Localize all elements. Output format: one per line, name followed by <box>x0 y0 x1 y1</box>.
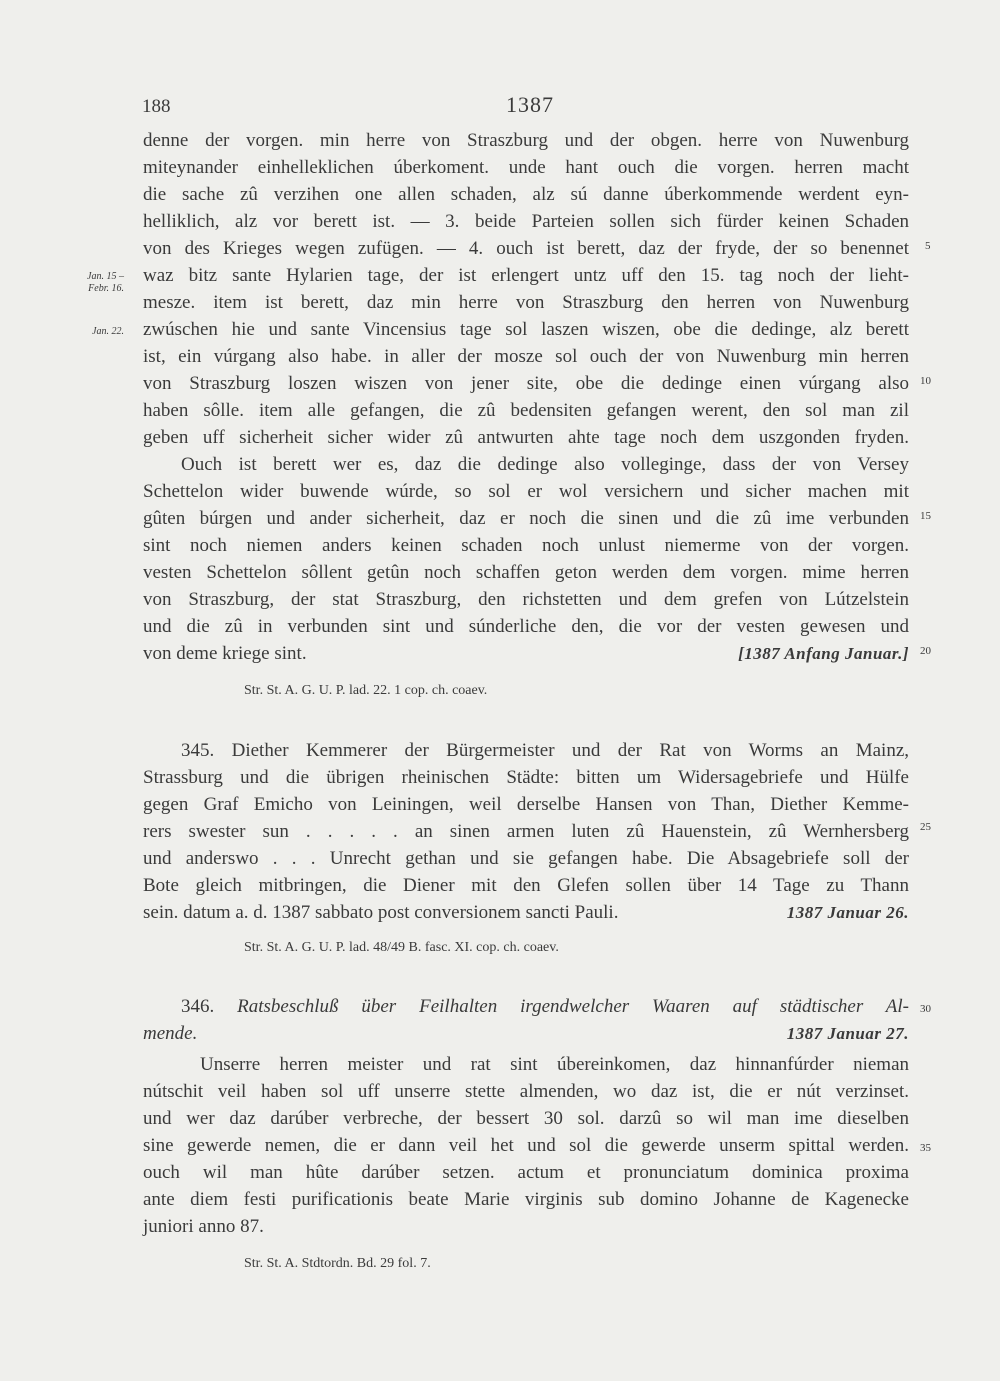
text-line: und die zû in verbunden sint und súnderliche den, die vor der vesten gewesen und <box>143 616 909 637</box>
text-line: zwúschen hie und sante Vincensius tage sol laszen wiszen, obe die dedinge, alz berett <box>143 319 909 340</box>
text-line: waz bitz sante Hylarien tage, der ist erlengert untz uff den 15. tag noch der lieht- <box>143 265 909 286</box>
doc346-source: Str. St. A. Stdtordn. Bd. 29 fol. 7. <box>244 1256 431 1271</box>
text-line: Ouch ist berett wer es, daz die dedinge also volleginge, dass der von Versey <box>181 454 909 475</box>
line-number: 30 <box>920 1003 931 1015</box>
margin-date: Jan. 15 – <box>87 271 124 282</box>
text-line: nútschit veil haben sol uff unserre stette almenden, wo daz ist, die er nút verzinset. <box>143 1081 909 1102</box>
text-line: Schettelon wider buwende wúrde, so sol er wol versichern und sicher machen mit <box>143 481 909 502</box>
page-number: 188 <box>142 96 171 117</box>
text-line: denne der vorgen. min herre von Straszburg und der obgen. herre von Nuwenburg <box>143 130 909 151</box>
text-line: von des Krieges wegen zufügen. — 4. ouch ist berett, daz der fryde, der so benennet <box>143 238 909 259</box>
text-line: haben sôlle. item alle gefangen, die zû bedensiten gefangen werent, den sol man zil <box>143 400 909 421</box>
line-number: 35 <box>920 1142 931 1154</box>
doc346-heading: 346. Ratsbeschluß über Feilhalten irgendwelcher Waaren auf städtischer Al- <box>181 996 910 1017</box>
text-line: helliklich, alz vor berett ist. — 3. beide Parteien sollen sich fürder keinen Schaden <box>143 211 909 232</box>
text-line: die sache zû verzihen one allen schaden, alz sú danne úberkommende werdent eyn- <box>143 184 909 205</box>
doc346-title: Ratsbeschluß über Feilhalten irgendwelcher Waaren auf städtischer Al- <box>237 996 910 1017</box>
text-line: 345. Diether Kemmerer der Bürgermeister und der Rat von Worms an Mainz, <box>181 740 910 761</box>
margin-date: Febr. 16. <box>88 283 124 294</box>
margin-date: Jan. 22. <box>92 326 124 337</box>
text-line: Unserre herren meister und rat sint úbereinkomen, daz hinnanfúrder nieman <box>200 1054 909 1075</box>
line-number: 20 <box>920 645 931 657</box>
text-line: Strassburg und die übrigen rheinischen Städte: bitten um Widersagebriefe und Hülfe <box>143 767 909 788</box>
doc-number: 345 <box>181 740 210 761</box>
running-head-year: 1387 <box>506 92 554 117</box>
text-line: und wer daz darúber verbreche, der bessert 30 sol. darzû so wil man ime dieselben <box>143 1108 909 1129</box>
text-line: juniori anno 87. <box>143 1216 264 1237</box>
text-line: sint noch niemen anders keinen schaden noch unlust niemerme von der vorgen. <box>143 535 909 556</box>
text-line: miteynander einhelleklichen úberkoment. unde hant ouch die vorgen. herren macht <box>143 157 909 178</box>
doc344-date: [1387 Anfang Januar.] <box>738 644 909 663</box>
text-line: von Straszburg loszen wiszen von jener site, obe die dedinge einen vúrgang also <box>143 373 909 394</box>
text-line: von Straszburg, der stat Straszburg, den richstetten und dem grefen von Lútzelstein <box>143 589 909 610</box>
text-line: ouch wil man hûte darúber setzen. actum et pronunciatum dominica proxima <box>143 1162 909 1183</box>
text-line: mesze. item ist berett, daz min herre von Straszburg den herren von Nuwenburg <box>143 292 909 313</box>
doc346-date: 1387 Januar 27. <box>786 1024 909 1043</box>
text-line: sine gewerde nemen, die er dann veil het und sol die gewerde unserm spittal werden. <box>143 1135 909 1156</box>
text-line: ante diem festi purificationis beate Marie virginis sub domino Johanne de Kagenecke <box>143 1189 909 1210</box>
doc-number: 346 <box>181 996 210 1017</box>
text-line: Diether Kemmerer der Bürgermeister und der Rat von Worms an Mainz, <box>231 740 910 761</box>
doc346-title: mende. <box>143 1023 198 1044</box>
text-line: sein. datum a. d. 1387 sabbato post conversionem sancti Pauli. <box>143 902 619 923</box>
text-line: und anderswo . . . Unrecht gethan und sie gefangen habe. Die Absagebriefe soll der <box>143 848 909 869</box>
text-line: gûten búrgen und ander sicherheit, daz er noch die sinen und die zû ime verbunden <box>143 508 909 529</box>
text-line: Bote gleich mitbringen, die Diener mit den Glefen sollen über 14 Tage zu Thann <box>143 875 909 896</box>
text-line: von deme kriege sint. <box>143 643 307 664</box>
doc345-source: Str. St. A. G. U. P. lad. 48/49 B. fasc. XI. cop. ch. coaev. <box>244 940 559 955</box>
line-number: 15 <box>920 510 931 522</box>
doc344-source: Str. St. A. G. U. P. lad. 22. 1 cop. ch. coaev. <box>244 683 488 698</box>
line-number: 25 <box>920 821 931 833</box>
line-number: 5 <box>925 240 931 252</box>
text-line: gegen Graf Emicho von Leiningen, weil derselbe Hansen von Than, Diether Kemme- <box>143 794 909 815</box>
text-line: ist, ein vúrgang also habe. in aller der mosze sol ouch der von Nuwenburg min herren <box>143 346 909 367</box>
doc345-date: 1387 Januar 26. <box>786 903 909 922</box>
text-line: geben uff sicherheit sicher wider zû antwurten ahte tage noch dem uszgonden fryden. <box>143 427 909 448</box>
text-line: vesten Schettelon sôllent getûn noch schaffen geton werden dem vorgen. mime herren <box>143 562 909 583</box>
line-number: 10 <box>920 375 931 387</box>
text-line: rers swester sun . . . . . an sinen armen luten zû Hauenstein, zû Wernhersberg <box>143 821 909 842</box>
